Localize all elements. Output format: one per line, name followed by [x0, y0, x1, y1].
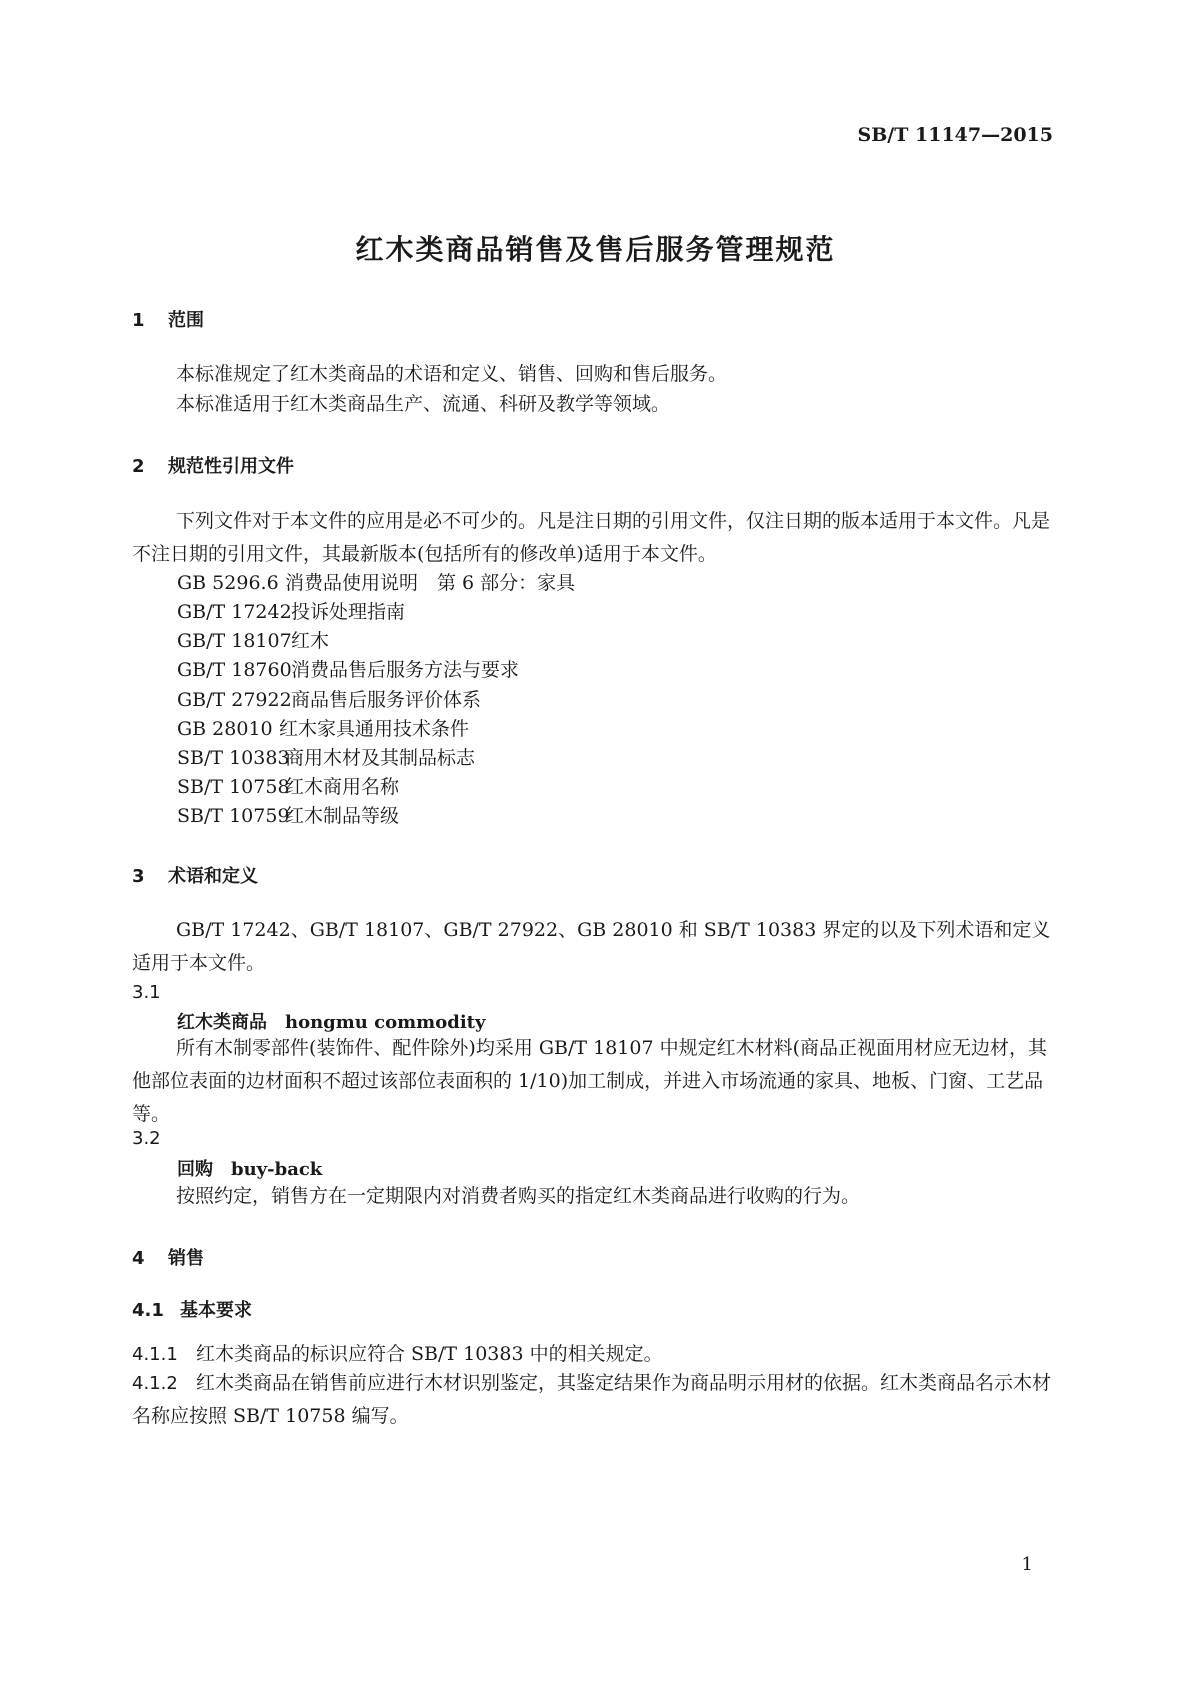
- standard-code: SB/T 11147—2015: [857, 124, 1053, 146]
- reference-code: SB/T 10383: [177, 747, 290, 769]
- term-chinese: 回购: [177, 1159, 213, 1180]
- section-4-heading: [132, 1244, 204, 1270]
- term-english: hongmu commodity: [285, 1012, 486, 1033]
- reference-name: 商用木材及其制品标志: [285, 747, 476, 769]
- term-english: buy-back: [231, 1159, 323, 1180]
- document-title: 红木类商品销售及售后服务管理规范: [355, 233, 836, 266]
- section-3-intro: GB/T 17242、GB/T 18107、GB/T 27922、GB 28010 和 SB/T 10383 界定的以及下列术语和定义适用于本文件。: [132, 919, 1051, 974]
- reference-item: [177, 655, 519, 682]
- reference-name: 红木: [291, 630, 330, 652]
- reference-code: SB/T 10759: [177, 805, 290, 827]
- clause-number: 4.1.1: [132, 1344, 178, 1365]
- clause-number: 4.1.2: [132, 1373, 178, 1394]
- reference-code: GB/T 18107: [177, 630, 292, 652]
- page-number: 1: [1021, 1554, 1033, 1575]
- term-number: 3.1: [132, 982, 161, 1003]
- reference-item: [177, 801, 399, 828]
- term-definition: 按照约定，销售方在一定期限内对消费者购买的指定红木类商品进行收购的行为。: [176, 1185, 861, 1207]
- reference-name: 投诉处理指南: [291, 601, 406, 623]
- section-4-title: 销售: [168, 1248, 204, 1269]
- term-number: 3.2: [132, 1128, 161, 1149]
- section-1-title: 范围: [168, 310, 204, 331]
- section-2-number: 2: [132, 456, 145, 477]
- reference-code: SB/T 10758: [177, 776, 290, 798]
- reference-item: [177, 568, 575, 595]
- reference-code: GB/T 17242: [177, 601, 292, 623]
- subsection-4-1-heading: [132, 1296, 252, 1322]
- section-1-paragraph-1: 本标准规定了红木类商品的术语和定义、销售、回购和售后服务。: [176, 363, 728, 385]
- reference-code: GB/T 18760: [177, 659, 292, 681]
- reference-name: 红木家具通用技术条件: [279, 718, 470, 740]
- clause-4-1-2: [132, 1367, 1058, 1433]
- term-heading: [177, 1008, 485, 1034]
- section-2-title: 规范性引用文件: [168, 456, 294, 477]
- reference-item: [177, 772, 399, 799]
- reference-item: [177, 714, 469, 741]
- reference-code: GB/T 27922: [177, 689, 292, 711]
- term-chinese: 红木类商品: [177, 1012, 267, 1033]
- subsection-number: 4.1: [132, 1300, 164, 1321]
- section-1-paragraph-2: 本标准适用于红木类商品生产、流通、科研及教学等领域。: [176, 393, 671, 415]
- clause-text: 红木类商品在销售前应进行木材识别鉴定，其鉴定结果作为商品明示用材的依据。红木类商品名示木材名称应按照 SB/T 10758 编写。: [132, 1372, 1052, 1427]
- section-2-heading: [132, 452, 294, 478]
- term-definition: 所有木制零部件(装饰件、配件除外)均采用 GB/T 18107 中规定红木材料(商品正视面用材应无边材，其他部位表面的边材面积不超过该部位表面积的 1/10)加工制成，并进入市场流通的家具、地板、门窗、工艺品等。: [132, 1037, 1048, 1125]
- section-4-number: 4: [132, 1248, 145, 1269]
- reference-name: 红木商用名称: [285, 776, 400, 798]
- reference-item: [177, 626, 329, 653]
- reference-item: [177, 743, 475, 770]
- section-1-number: 1: [132, 310, 145, 331]
- section-3-title: 术语和定义: [168, 866, 258, 887]
- reference-name: 消费品使用说明 第 6 部分：家具: [285, 572, 576, 594]
- subsection-title: 基本要求: [180, 1300, 252, 1321]
- reference-item: [177, 597, 405, 624]
- reference-item: [177, 685, 481, 712]
- reference-name: 商品售后服务评价体系: [291, 689, 482, 711]
- reference-code: GB 5296.6: [177, 572, 279, 594]
- term-heading: [177, 1155, 322, 1181]
- section-3-number: 3: [132, 866, 145, 887]
- section-2-intro: 下列文件对于本文件的应用是必不可少的。凡是注日期的引用文件，仅注日期的版本适用于本文件。凡是不注日期的引用文件，其最新版本(包括所有的修改单)适用于本文件。: [132, 510, 1051, 565]
- reference-name: 红木制品等级: [285, 805, 400, 827]
- clause-text: 红木类商品的标识应符合 SB/T 10383 中的相关规定。: [196, 1343, 663, 1365]
- section-3-heading: [132, 862, 258, 888]
- section-1-heading: [132, 306, 204, 332]
- reference-code: GB 28010: [177, 718, 273, 740]
- reference-name: 消费品售后服务方法与要求: [291, 659, 520, 681]
